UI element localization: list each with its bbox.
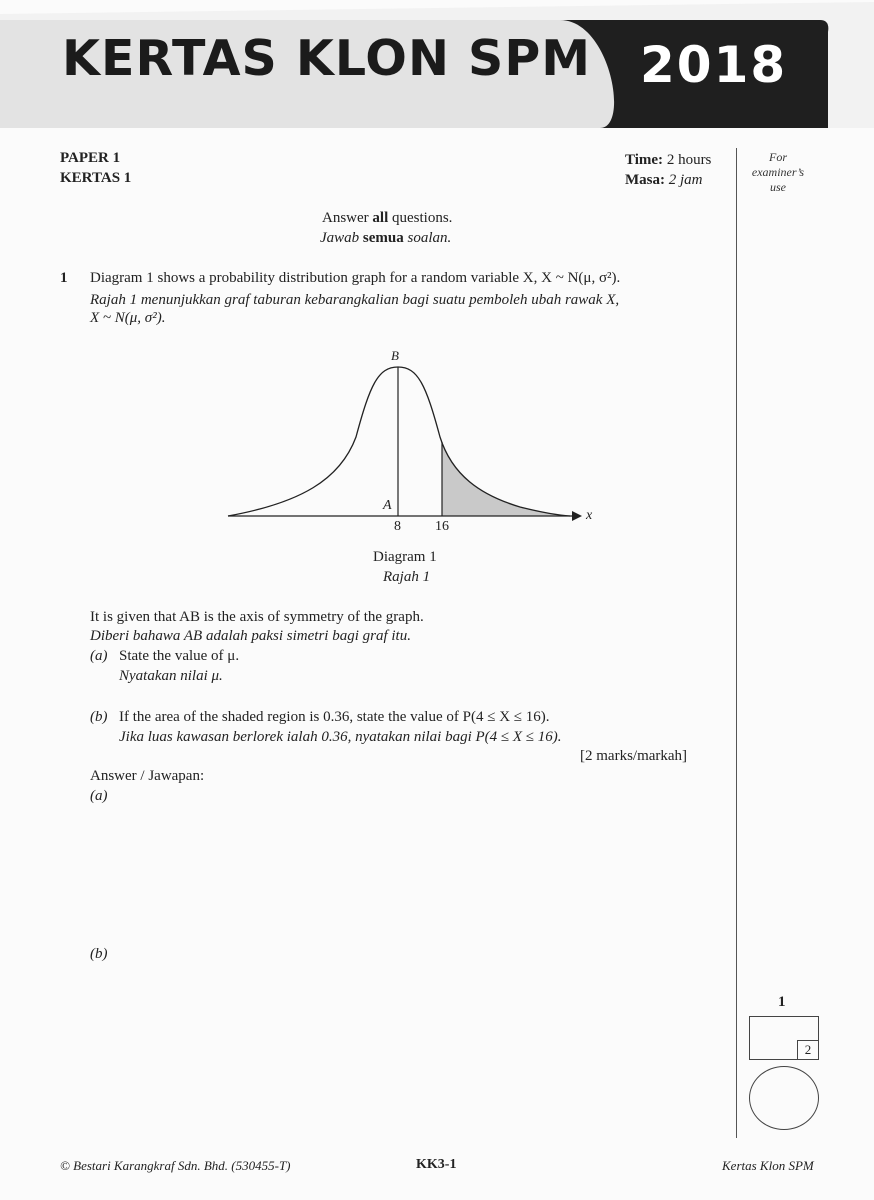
bell-curve [228,367,570,516]
marks-circle[interactable] [749,1066,819,1130]
masa-value: 2 jam [668,172,703,188]
answer-b-label[interactable]: (b) [90,946,108,962]
examiner-note-line: use [770,180,786,194]
answer-label: Answer / Jawapan: [90,768,205,784]
part-a-label: (a) [90,648,108,664]
answer-a-label[interactable]: (a) [90,788,108,804]
label-A: A [383,498,392,513]
time-info [625,150,711,170]
footer-page-code: KK3-1 [416,1157,457,1172]
axis-label-x: x [586,508,593,523]
shaded-region [442,442,570,516]
question-number: 1 [60,270,68,286]
question-intro-ms-1: Rajah 1 menunjukkan graf taburan kebarangkalian bagi suatu pemboleh ubah rawak X, [90,292,620,308]
masa-label: Masa: [625,172,665,188]
examiner-note [742,150,814,195]
part-a-ms: Nyatakan nilai μ. [119,668,223,684]
tick-16: 16 [435,519,449,534]
normal-distribution-diagram [220,345,600,545]
x-axis-arrow [572,511,582,521]
kertas-label: KERTAS 1 [60,170,132,186]
given-ms: Diberi bahawa AB adalah paksi simetri bagi graf itu. [90,628,411,644]
footer-brand: Kertas Klon SPM [722,1158,814,1173]
tick-8: 8 [394,519,401,534]
instruction-text: Jawab [320,230,363,246]
instruction-text: Answer [322,210,373,226]
part-b-en: If the area of the shaded region is 0.36, state the value of P(4 ≤ X ≤ 16). [119,709,550,725]
marks-box-total: 2 [797,1040,818,1059]
instruction-bold: all [372,210,389,226]
instruction-bold: semua [362,230,404,246]
examiner-note-line: examiner’s [751,165,805,179]
question-intro-ms-2: X ~ N(μ, σ²). [90,310,166,326]
instruction-ms [320,228,451,248]
instruction-en [322,208,452,228]
part-a-en: State the value of μ. [119,648,240,664]
footer-copyright: © Bestari Karangkraf Sdn. Bhd. (530455-T) [60,1158,291,1173]
time-label: Time: [625,152,664,168]
label-B: B [391,348,399,363]
given-en: It is given that AB is the axis of symmetry of the graph. [90,609,424,625]
part-b-label: (b) [90,709,108,725]
time-value: 2 hours [666,152,712,168]
banner-title: KERTAS KLON SPM [62,30,591,87]
part-b-ms: Jika luas kawasan berlorek ialah 0.36, nyatakan nilai bagi P(4 ≤ X ≤ 16). [119,729,562,745]
masa-info [625,170,703,190]
examiner-margin-line [736,148,737,1138]
marks-label: [2 marks/markah] [580,748,688,764]
diagram-caption-ms: Rajah 1 [383,569,431,585]
instruction-text: soalan. [403,230,452,246]
examiner-note-line: For [769,150,787,164]
instruction-text: questions. [388,210,453,226]
paper-label: PAPER 1 [60,150,121,166]
diagram-caption-en: Diagram 1 [373,549,437,565]
question-intro-en: Diagram 1 shows a probability distribution graph for a random variable X, X ~ N(μ, σ²). [90,270,621,286]
side-question-number: 1 [778,994,786,1010]
banner-year: 2018 [640,36,788,94]
